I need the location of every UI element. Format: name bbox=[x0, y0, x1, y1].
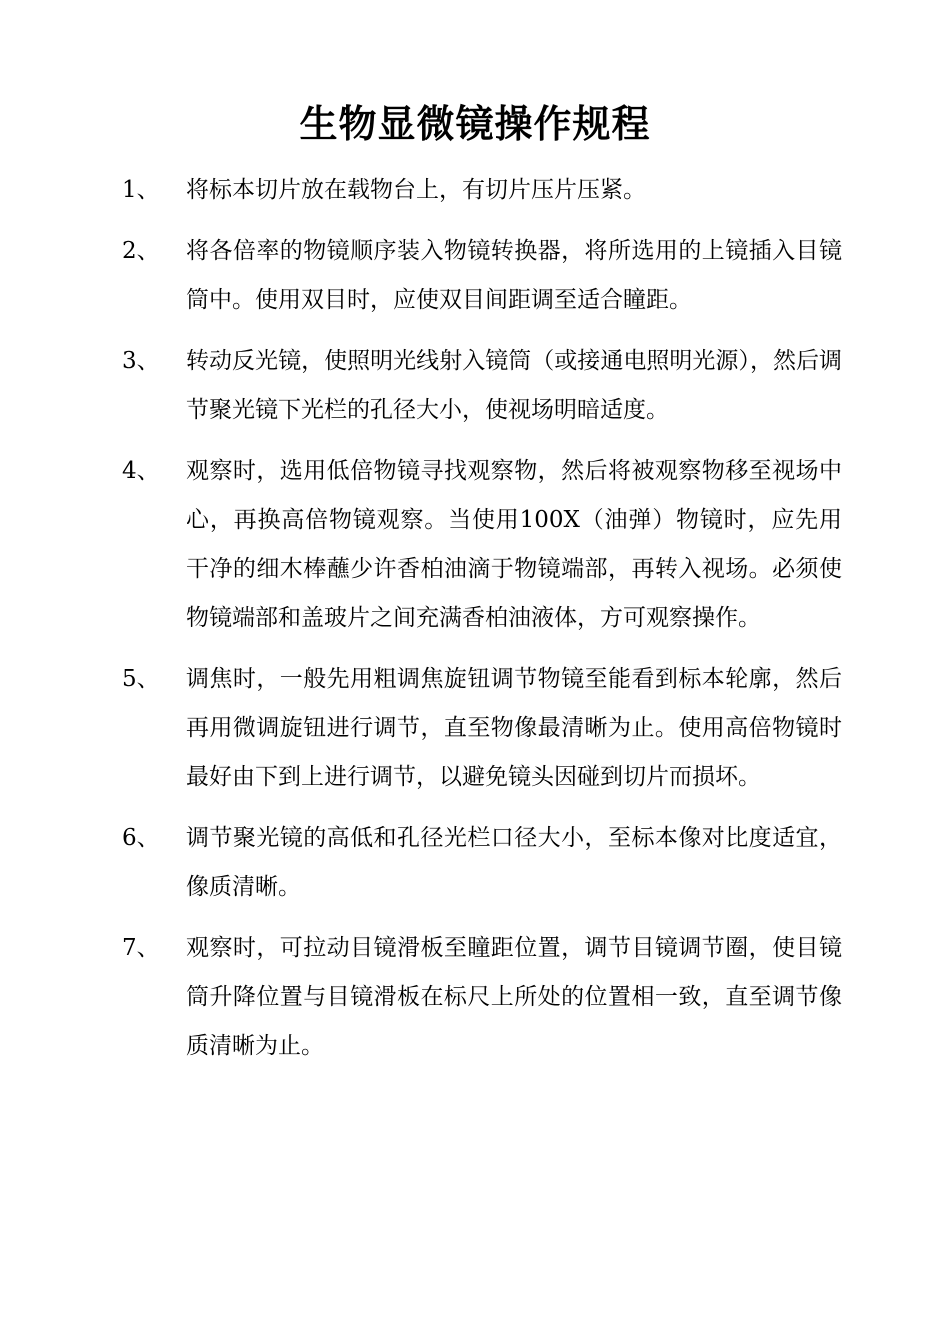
step-number: 2、 bbox=[122, 238, 160, 264]
step-text: 调焦时，一般先用粗调焦旋钮调节物镜至能看到标本轮廓，然后再用微调旋钮进行调节，直至物像最清晰为止。使用高倍物镜时最好由下到上进行调节，以避免镜头因碰到切片而损坏。 bbox=[186, 666, 842, 790]
page-title: 生物显微镜操作规程 bbox=[299, 101, 651, 147]
step-text: 观察时，选用低倍物镜寻找观察物，然后将被观察物移至视场中心，再换高倍物镜观察。当使用100X（油弹）物镜时，应先用干净的细木棒蘸少许香柏油滴于物镜端部，再转入视场。必须使物镜端部和盖玻片之间充满香柏油液体，方可观察操作。 bbox=[186, 458, 842, 631]
step-number: 3、 bbox=[122, 348, 160, 374]
step-number: 6、 bbox=[122, 825, 160, 851]
step-text: 将各倍率的物镜顺序装入物镜转换器，将所选用的上镜插入目镜筒中。使用双目时，应使双目间距调至适合瞳距。 bbox=[186, 238, 842, 313]
list-item bbox=[122, 655, 842, 802]
step-text: 调节聚光镜的高低和孔径光栏口径大小，至标本像对比度适宜，像质清晰。 bbox=[186, 825, 842, 900]
list-item bbox=[122, 447, 842, 643]
step-number: 5、 bbox=[122, 666, 160, 692]
list-item bbox=[122, 166, 842, 215]
list-item bbox=[122, 924, 842, 1071]
list-item bbox=[122, 337, 842, 435]
step-number: 4、 bbox=[122, 458, 160, 484]
step-number: 1、 bbox=[122, 177, 160, 203]
procedure-list bbox=[122, 166, 842, 1083]
step-text: 转动反光镜，使照明光线射入镜筒（或接通电照明光源），然后调节聚光镜下光栏的孔径大小，使视场明暗适度。 bbox=[186, 348, 842, 423]
step-text: 观察时，可拉动目镜滑板至瞳距位置，调节目镜调节圈，使目镜筒升降位置与目镜滑板在标尺上所处的位置相一致，直至调节像质清晰为止。 bbox=[186, 935, 842, 1059]
list-item bbox=[122, 814, 842, 912]
step-number: 7、 bbox=[122, 935, 160, 961]
step-text: 将标本切片放在载物台上，有切片压片压紧。 bbox=[186, 177, 646, 203]
list-item bbox=[122, 227, 842, 325]
